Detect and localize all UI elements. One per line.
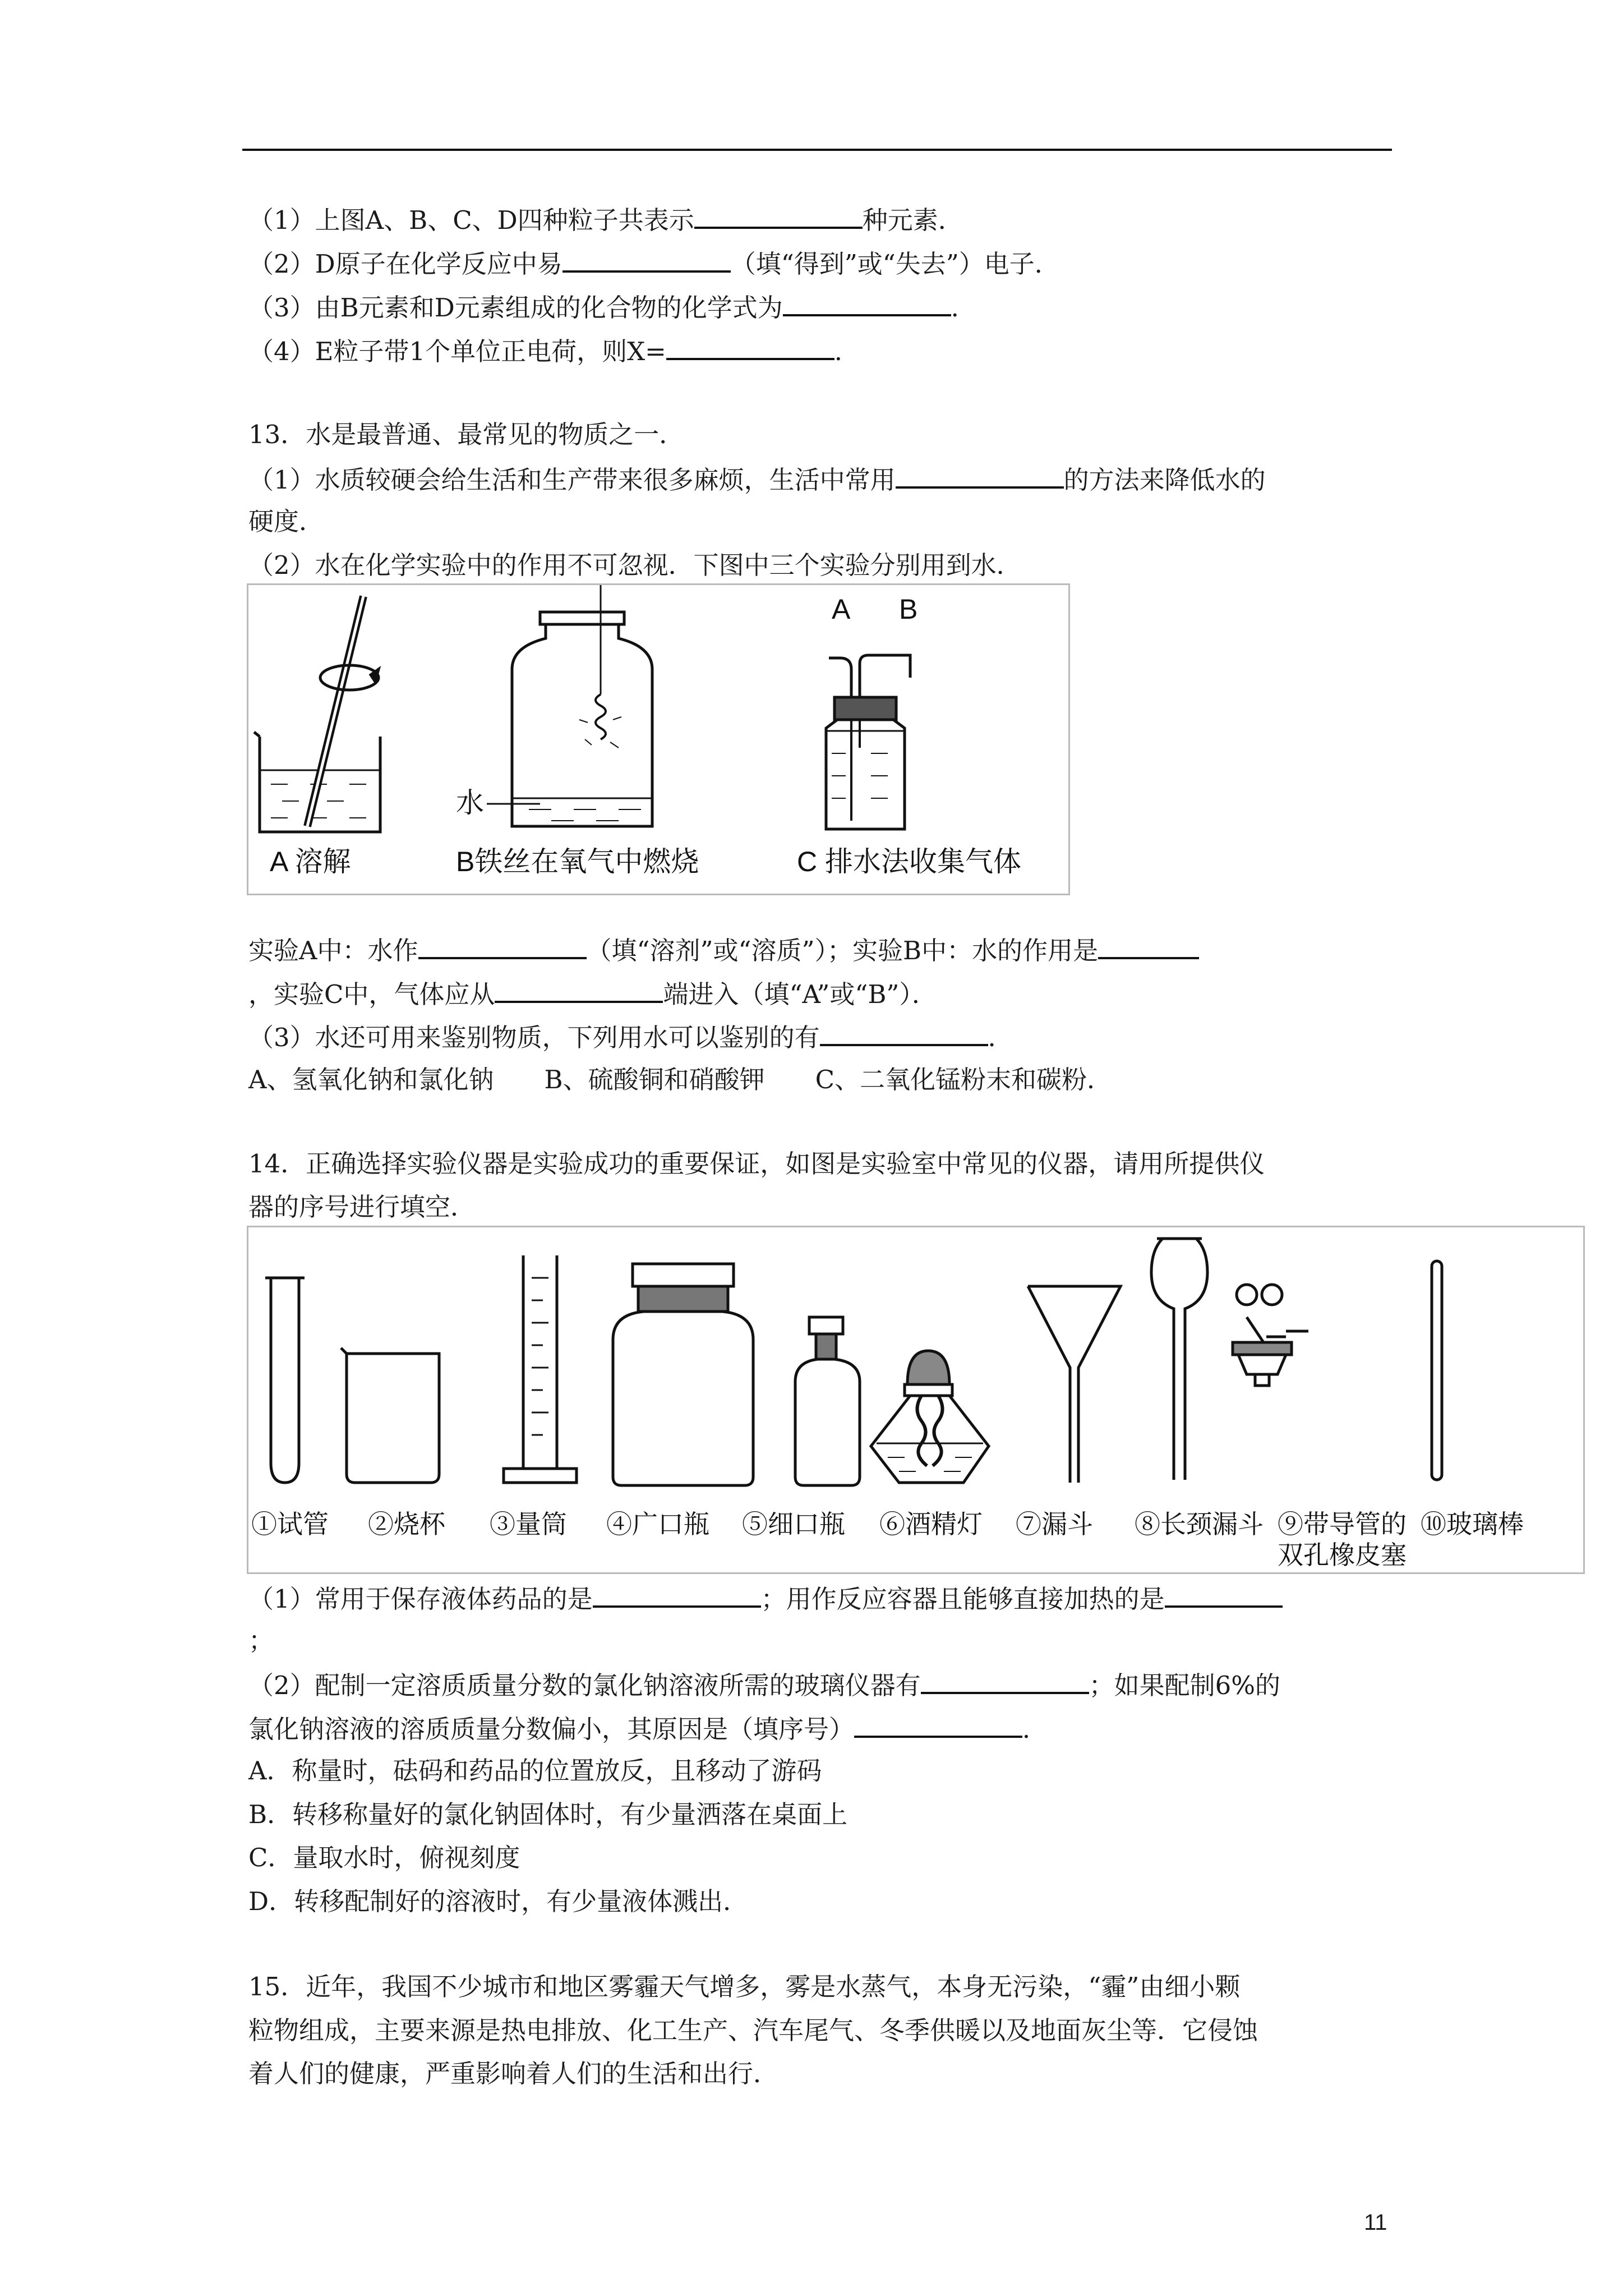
water-experiments-figure bbox=[247, 583, 1070, 895]
q14-line-1-cont: ； bbox=[248, 1626, 274, 1655]
gas-collection-bottle-illustration bbox=[826, 655, 910, 829]
q14-option-d: D．转移配制好的溶液时，有少量液体溅出． bbox=[248, 1887, 749, 1916]
graduated-cylinder-illustration bbox=[504, 1255, 577, 1483]
apparatus-label-1: ①试管 bbox=[251, 1510, 329, 1539]
apparatus-label-5: ⑤细口瓶 bbox=[742, 1510, 845, 1539]
answer-blank[interactable] bbox=[694, 202, 863, 229]
test-tube-illustration bbox=[265, 1278, 305, 1483]
q15-line-3: 着人们的健康，严重影响着人们的生活和出行． bbox=[248, 2059, 779, 2088]
two-hole-stopper-illustration bbox=[1233, 1285, 1308, 1386]
answer-blank[interactable] bbox=[593, 1581, 761, 1608]
q12-line-4: （4）E粒子带1个单位正电荷，则X= ． bbox=[248, 333, 860, 369]
q13-line-1: （1）水质较硬会给生活和生产带来很多麻烦，生活中常用 的方法来降低水的 bbox=[248, 462, 1266, 497]
beaker-with-stirring-rod-illustration bbox=[254, 596, 380, 832]
q15-line-1: 15．近年，我国不少城市和地区雾霾天气增多，雾是水蒸气，本身无污染，“霾”由细小颗 bbox=[248, 1972, 1241, 2001]
answer-blank[interactable] bbox=[783, 289, 951, 316]
q13-line-1-cont: 硬度． bbox=[248, 507, 325, 536]
answer-blank[interactable] bbox=[854, 1711, 1022, 1738]
fig-caption-a: A 溶解 bbox=[270, 846, 351, 877]
q14-option-a: A．称量时，砝码和药品的位置放反，且移动了游码 bbox=[248, 1756, 822, 1786]
q14-line-1: （1）常用于保存液体药品的是 ；用作反应容器且能够直接加热的是 bbox=[248, 1581, 1283, 1616]
apparatus-label-3: ③量筒 bbox=[490, 1510, 567, 1539]
fig-caption-c: C 排水法收集气体 bbox=[797, 846, 1021, 877]
q14-option-c: C．量取水时，俯视刻度 bbox=[248, 1843, 520, 1872]
q13-title: 13．水是最普通、最常见的物质之一． bbox=[248, 420, 685, 449]
q13-line-2: （2）水在化学实验中的作用不可忽视．下图中三个实验分别用到水． bbox=[248, 550, 1022, 580]
apparatus-label-2: ②烧杯 bbox=[368, 1510, 445, 1539]
apparatus-label-9-line-2: 双孔橡皮塞 bbox=[1278, 1540, 1407, 1570]
wide-mouth-bottle-illustration bbox=[613, 1264, 753, 1485]
answer-blank[interactable] bbox=[820, 1019, 988, 1046]
port-b-label: B bbox=[899, 593, 918, 625]
answer-blank[interactable] bbox=[495, 976, 663, 1003]
answer-blank[interactable] bbox=[921, 1667, 1089, 1694]
alcohol-lamp-illustration bbox=[871, 1351, 989, 1483]
oxygen-bottle-iron-wire-illustration bbox=[487, 585, 652, 826]
answer-blank[interactable] bbox=[896, 462, 1064, 489]
q14-title-2: 器的序号进行填空． bbox=[248, 1192, 476, 1222]
apparatus-label-10: ⑩玻璃棒 bbox=[1421, 1510, 1524, 1539]
apparatus-label-4: ④广口瓶 bbox=[606, 1510, 709, 1539]
answer-blank[interactable] bbox=[666, 333, 834, 360]
glass-rod-illustration bbox=[1432, 1261, 1442, 1480]
answer-blank[interactable] bbox=[1098, 932, 1199, 959]
q13-line-3: 实验A中：水作 （填“溶剂”或“溶质”）；实验B中：水的作用是 bbox=[248, 932, 1199, 968]
apparatus-label-8: ⑧长颈漏斗 bbox=[1135, 1510, 1264, 1539]
answer-blank[interactable] bbox=[418, 932, 587, 959]
q14-line-2: （2）配制一定溶质质量分数的氯化钠溶液所需的玻璃仪器有 ；如果配制6%的 bbox=[248, 1667, 1280, 1703]
water-label: 水 bbox=[456, 787, 484, 818]
q13-line-5: （3）水还可用来鉴别物质，下列用水可以鉴别的有 ． bbox=[248, 1019, 1013, 1055]
page-number: 11 bbox=[1364, 2210, 1387, 2235]
q13-choices: A、氢氧化钠和氯化钠 B、硫酸铜和硝酸钾 C、二氧化锰粉末和碳粉． bbox=[248, 1065, 1112, 1094]
narrow-mouth-bottle-illustration bbox=[795, 1317, 860, 1485]
q14-title-1: 14．正确选择实验仪器是实验成功的重要保证，如图是实验室中常见的仪器，请用所提供仪 bbox=[248, 1149, 1265, 1179]
apparatus-label-6: ⑥酒精灯 bbox=[879, 1510, 983, 1539]
lab-apparatus-figure bbox=[247, 1226, 1585, 1574]
q14-line-3: 氯化钠溶液的溶质质量分数偏小，其原因是（填序号） ． bbox=[248, 1711, 1048, 1746]
beaker-illustration bbox=[341, 1348, 439, 1483]
answer-blank[interactable] bbox=[562, 246, 731, 273]
port-a-label: A bbox=[832, 593, 851, 625]
long-neck-funnel-illustration bbox=[1151, 1239, 1207, 1480]
q12-line-3: （3）由B元素和D元素组成的化合物的化学式为 ． bbox=[248, 289, 976, 325]
q12-line-2: （2）D原子在化学反应中易 （填“得到”或“失去”）电子． bbox=[248, 246, 1060, 281]
q15-line-2: 粒物组成，主要来源是热电排放、化工生产、汽车尾气、冬季供暖以及地面灰尘等．它侵蚀 bbox=[248, 2016, 1258, 2045]
funnel-illustration bbox=[1028, 1286, 1121, 1483]
apparatus-label-7: ⑦漏斗 bbox=[1016, 1510, 1093, 1539]
fig-caption-b: B铁丝在氧气中燃烧 bbox=[456, 846, 699, 877]
q12-line-1: （1）上图A、B、C、D四种粒子共表示 种元素． bbox=[248, 202, 963, 237]
q14-option-b: B．转移称量好的氯化钠固体时，有少量洒落在桌面上 bbox=[248, 1800, 848, 1829]
apparatus-label-9: ⑨带导管的 bbox=[1278, 1510, 1407, 1539]
q13-line-4: ，实验C中，气体应从 端进入（填“A”或“B”）． bbox=[248, 976, 937, 1011]
header-rule bbox=[242, 149, 1392, 151]
answer-blank[interactable] bbox=[1165, 1581, 1283, 1608]
